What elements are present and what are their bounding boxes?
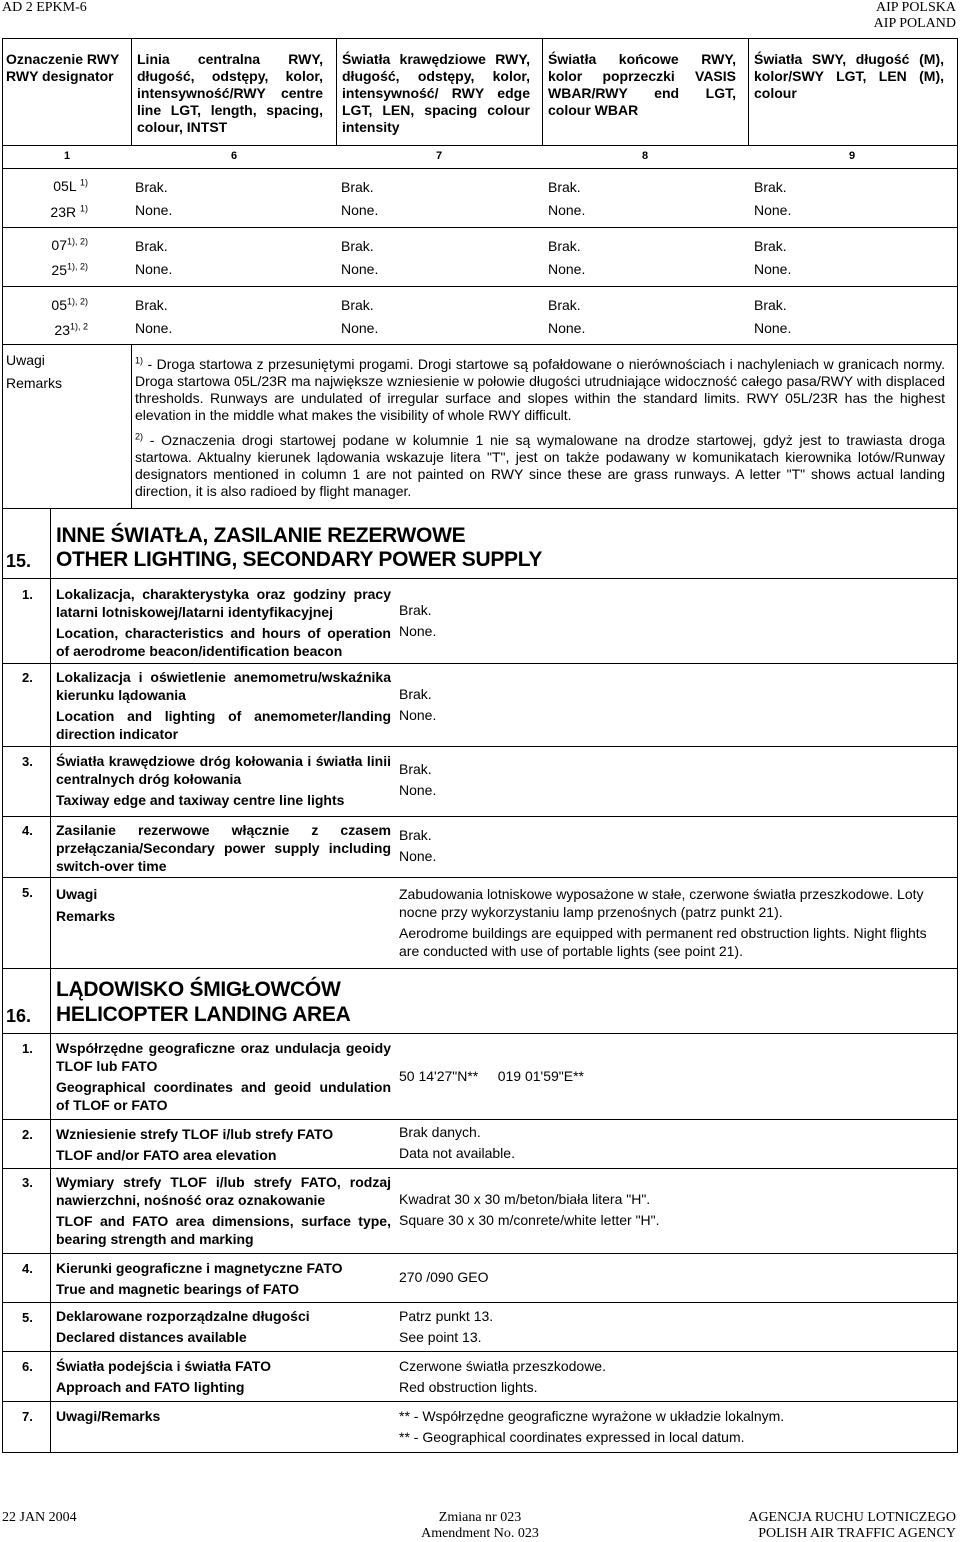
cell-value: Brak. None. (548, 238, 586, 277)
item-value: Brak. None. (399, 827, 437, 864)
item-label: Uwagi Remarks (56, 886, 116, 924)
rwy-designator: $25^{1), 2)}$ (51, 261, 88, 278)
item-number: 5. (22, 885, 33, 900)
cell-value: Brak. None. (341, 297, 379, 336)
item-value: Czerwone światła przeszkodowe. Red obstruction lights. (399, 1358, 606, 1395)
cell-value: Brak. None. (135, 179, 173, 218)
remarks-note-2: $^{2)}$ - Oznaczenia drogi startowej podane w kolumnie 1 nie są wymalowane na drodze startowej, gdyż jest to trawiasta droga startowa. Aktualny kierunek lądowania wskazuje litera "T", jest on także podawany w komunikatach kierownika lotów/Runway designators mentioned in column 1 are not painted on RWY since these are grass runways. A letter "T" shows actual landing direction, it is also radioed by flight manager. (135, 431, 945, 499)
item-number: 1. (22, 1041, 33, 1056)
col-header-end-lights: Światła końcowe RWY, kolor poprzeczki VASIS WBAR/RWY end LGT, colour WBAR (548, 51, 736, 118)
item-number: 5. (22, 1310, 33, 1325)
item-value: Brak. None. (399, 761, 437, 798)
item-number: 2. (22, 670, 33, 685)
item-value: 50 14'27"N** 019 01'59"E** (399, 1068, 584, 1084)
item-number: 3. (22, 754, 33, 769)
rwy-designator: $07^{1), 2)}$ (51, 236, 88, 253)
item-number: 1. (22, 587, 33, 602)
section-16-title-en: HELICOPTER LANDING AREA (56, 1003, 351, 1026)
section-15-title-en: OTHER LIGHTING, SECONDARY POWER SUPPLY (56, 548, 543, 571)
item-number: 7. (22, 1409, 33, 1424)
item-value: ** - Współrzędne geograficzne wyrażone w układzie lokalnym. ** - Geographical coordinates expressed in local datum. (399, 1408, 785, 1445)
item-value: Brak danych. Data not available. (399, 1124, 515, 1161)
item-value: Brak. None. (399, 602, 437, 639)
footer-amendment: Zmiana nr 023 Amendment No. 023 (421, 1510, 539, 1541)
footer-date: 22 JAN 2004 (2, 1510, 77, 1525)
col-number-7: 7 (436, 150, 443, 162)
item-label: Światła krawędziowe dróg kołowania i światła linii centralnych dróg kołowania Taxiway edge and taxiway centre line lights (56, 753, 391, 808)
item-number: 4. (22, 823, 33, 838)
cell-value: Brak. None. (548, 179, 586, 218)
section-16-title-pl: LĄDOWISKO ŚMIGŁOWCÓW (56, 978, 341, 1001)
item-label: Wzniesienie strefy TLOF i/lub strefy FATO TLOF and/or FATO area elevation (56, 1126, 334, 1163)
item-value: Kwadrat 30 x 30 m/beton/biała litera "H". Square 30 x 30 m/conrete/white letter "H". (399, 1191, 660, 1228)
item-label: Światła podejścia i światła FATO Approach and FATO lighting (56, 1358, 271, 1395)
item-value: Patrz punkt 13. See point 13. (399, 1308, 494, 1345)
item-label: Współrzędne geograficzne oraz undulacja geoidy TLOF lub FATO Geographical coordinates and geoid undulation of TLOF or FATO (56, 1040, 391, 1113)
rwy-designator: 05L $^{1)}$ (53, 177, 88, 194)
cell-value: Brak. None. (341, 179, 379, 218)
cell-value: Brak. None. (548, 297, 586, 336)
item-number: 3. (22, 1175, 33, 1190)
item-value: Brak. None. (399, 686, 437, 723)
cell-value: Brak. None. (135, 297, 173, 336)
remarks-label: Uwagi Remarks (6, 352, 63, 391)
remarks-note-1: $^{1)}$ - Droga startowa z przesuniętymi progami. Drogi startowe są pofałdowane o nierównościach i nachyleniach w granicach normy. Droga startowa 05L/23R ma największe wzniesienie w połowie długości utrudniające widoczność całego pasa/RWY with displaced thresholds. Runways are undulated of irregular surface and slopes within the standard limits. RWY 05L/23R has the highest elevation in the middle what makes the visibility of whole RWY difficult. (135, 355, 945, 423)
item-number: 4. (22, 1261, 33, 1276)
publication-name-pl: AIP POLSKA (876, 0, 956, 15)
item-label: Uwagi/Remarks (56, 1408, 161, 1424)
col-number-6: 6 (231, 150, 238, 162)
col-number-9: 9 (849, 150, 856, 162)
item-number: 6. (22, 1359, 33, 1374)
item-label: Wymiary strefy TLOF i/lub strefy FATO, rodzaj nawierzchni, nośność oraz oznakowanie TLOF and FATO area dimensions, surface type, bearing strength and marking (56, 1174, 391, 1247)
col-number-8: 8 (642, 150, 649, 162)
rwy-designator: $23^{1), 2}$ (54, 321, 88, 338)
item-label: Lokalizacja, charakterystyka oraz godziny pracy latarni lotniskowej/latarni identyfikacyjnej Location, characteristics and hours of operation of aerodrome beacon/identification beacon (56, 586, 391, 659)
publication-name-en: AIP POLAND (873, 16, 956, 31)
col-number-1: 1 (64, 150, 71, 162)
col-header-centre-line: Linia centralna RWY, długość, odstępy, kolor, intensywność/RWY centre line LGT, length, spacing, colour, INTST (137, 51, 323, 135)
item-label: Lokalizacja i oświetlenie anemometru/wskaźnika kierunku lądowania Location and lighting of anemometer/landing direction indicator (56, 669, 391, 742)
section-15-number: 15. (6, 551, 32, 571)
cell-value: Brak. None. (754, 238, 792, 277)
item-label: Kierunki geograficzne i magnetyczne FATO True and magnetic bearings of FATO (56, 1260, 343, 1297)
page-id: AD 2 EPKM-6 (2, 0, 87, 15)
col-header-swy-lights: Światła SWY, długość (M), kolor/SWY LGT, LEN (M), colour (754, 51, 944, 101)
section-16-number: 16. (6, 1006, 32, 1026)
item-label: Deklarowane rozporządzalne długości Declared distances available (56, 1308, 310, 1345)
col-header-designator: Oznaczenie RWY RWY designator (6, 51, 120, 84)
rwy-designator: $05^{1), 2)}$ (51, 296, 88, 313)
cell-value: Brak. None. (341, 238, 379, 277)
rwy-designator: 23R $^{1)}$ (50, 203, 88, 220)
cell-value: Brak. None. (754, 179, 792, 218)
footer-agency: AGENCJA RUCHU LOTNICZEGO POLISH AIR TRAFFIC AGENCY (748, 1510, 956, 1541)
item-value: 270 /090 GEO (399, 1269, 489, 1285)
col-header-edge-lights: Światła krawędziowe RWY, długość, odstępy, kolor, intensywność/ RWY edge LGT, LEN, spacing colour intensity (342, 51, 530, 135)
item-number: 2. (22, 1127, 33, 1142)
cell-value: Brak. None. (135, 238, 173, 277)
item-value: Zabudowania lotniskowe wyposażone w stałe, czerwone światła przeszkodowe. Loty nocne przy wykorzystaniu lamp przenośnych (patrz punkt 21). Aerodrome buildings are equipped with permanent red obstruction lights. Night flights are conducted with use of portable lights (see point 21). (399, 886, 927, 959)
section-15-title-pl: INNE ŚWIATŁA, ZASILANIE REZERWOWE (56, 524, 466, 547)
cell-value: Brak. None. (754, 297, 792, 336)
publication-name (874, 0, 956, 32)
item-label: Zasilanie rezerwowe włącznie z czasem przełączania/Secondary power supply including switch-over time (56, 822, 391, 874)
